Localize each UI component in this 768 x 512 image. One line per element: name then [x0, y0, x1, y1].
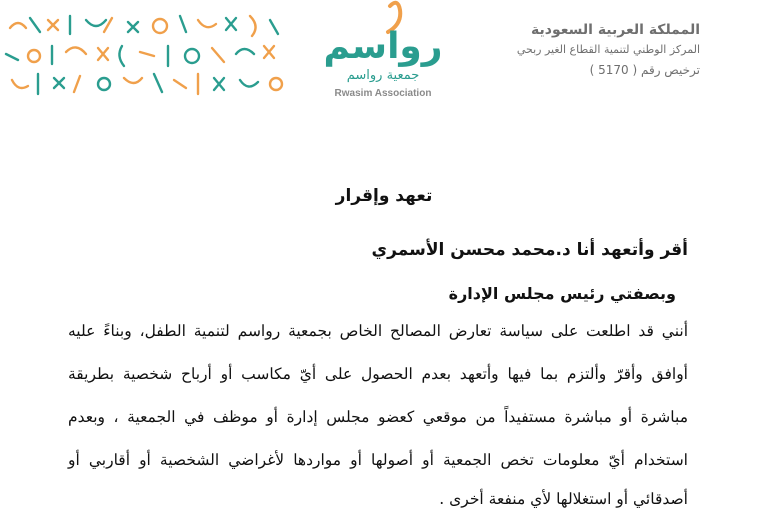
declarant-line: أقر وأتعهد أنا د.محمد محسن الأسمري	[371, 240, 688, 260]
association-logo	[318, 0, 448, 104]
license-number: ترخيص رقم ( 5170 )	[589, 63, 700, 77]
capacity-line: وبصفتي رئيس مجلس الإدارة	[448, 284, 676, 303]
logo-arabic-name: جمعية رواسم	[346, 68, 420, 83]
body-line-5: أصدقائي أو استغلالها لأي منفعة أخرى .	[439, 490, 688, 508]
decorative-pattern	[0, 8, 290, 100]
body-line-2: أوافق وأقرّ وألتزم بما فيها وأتعهد بعدم الحصول على أيّ مكاسب أو أرباح شخصية بطريقة	[68, 365, 688, 383]
letterhead	[0, 0, 768, 110]
body-line-4: استخدام أيّ معلومات تخص الجمعية أو أصولها أو مواردها لأغراضي الشخصية أو أقاربي أو	[68, 451, 688, 469]
rwasim-logo-mark	[318, 0, 448, 70]
logo-wordmark: رواسم	[323, 26, 443, 67]
logo-english-name: Rwasim Association	[334, 88, 432, 99]
organization-info	[460, 20, 700, 80]
body-line-3: مباشرة أو مباشرة مستفيداً من موقعي كعضو مجلس إدارة أو موظف في الجمعية ، وبعدم	[68, 408, 688, 426]
center-name: المركز الوطني لتنمية القطاع الغير ربحي	[516, 43, 700, 56]
document-title: تعهد وإقرار	[335, 186, 433, 206]
body-line-1: أنني قد اطلعت على سياسة تعارض المصالح الخاص بجمعية رواسم لتنمية الطفل، وبناءً عليه	[68, 322, 688, 340]
country-name: المملكة العربية السعودية	[531, 22, 700, 38]
